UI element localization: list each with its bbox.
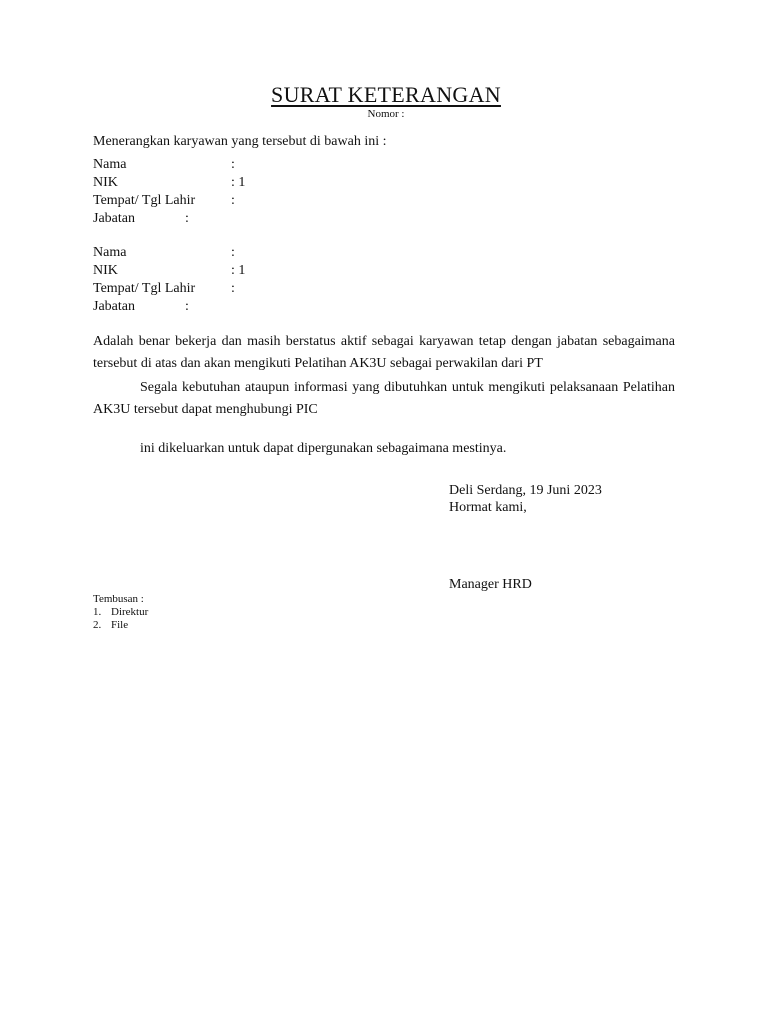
body-paragraph-2: Segala kebutuhan ataupun informasi yang dibutuhkan untuk mengikuti pelaksanaan Pelatihan AK3U tersebut dapat menghubungi PIC (93, 380, 675, 417)
signature-place-date: Deli Serdang, 19 Juni 2023 (449, 483, 602, 498)
field-value: : (231, 281, 235, 296)
field-label: Jabatan (93, 299, 135, 314)
field-value: : (231, 245, 235, 260)
signature-greeting: Hormat kami, (449, 500, 527, 515)
list-text: File (111, 619, 129, 631)
body-paragraph-1: Adalah benar bekerja dan masih berstatus aktif sebagai karyawan tetap dengan jabatan sebagaimana tersebut di atas dan akan mengikuti Pelatihan AK3U sebagai perwakilan dari PT (93, 334, 675, 371)
field-value: : 1 (231, 263, 246, 278)
field-label: NIK (93, 263, 118, 278)
field-value: : (231, 193, 235, 208)
field-label: Jabatan (93, 211, 135, 226)
field-value: : 1 (231, 175, 246, 190)
signature-position: Manager HRD (449, 577, 532, 592)
field-label: Tempat/ Tgl Lahir (93, 193, 196, 208)
field-value: : (231, 157, 235, 172)
field-value: : (185, 299, 189, 314)
tembusan-label: Tembusan : (93, 593, 144, 605)
letter-number: Nomor : (367, 108, 405, 120)
list-number: 1. (93, 606, 102, 618)
field-label: Nama (93, 157, 127, 172)
closing-sentence: ini dikeluarkan untuk dapat dipergunakan sebagaimana mestinya. (140, 441, 507, 456)
field-label: NIK (93, 175, 118, 190)
field-value: : (185, 211, 189, 226)
intro-text: Menerangkan karyawan yang tersebut di bawah ini : (93, 134, 387, 149)
letter-title: SURAT KETERANGAN (271, 82, 501, 107)
list-number: 2. (93, 619, 102, 631)
field-label: Tempat/ Tgl Lahir (93, 281, 196, 296)
field-label: Nama (93, 245, 127, 260)
list-text: Direktur (111, 606, 149, 618)
